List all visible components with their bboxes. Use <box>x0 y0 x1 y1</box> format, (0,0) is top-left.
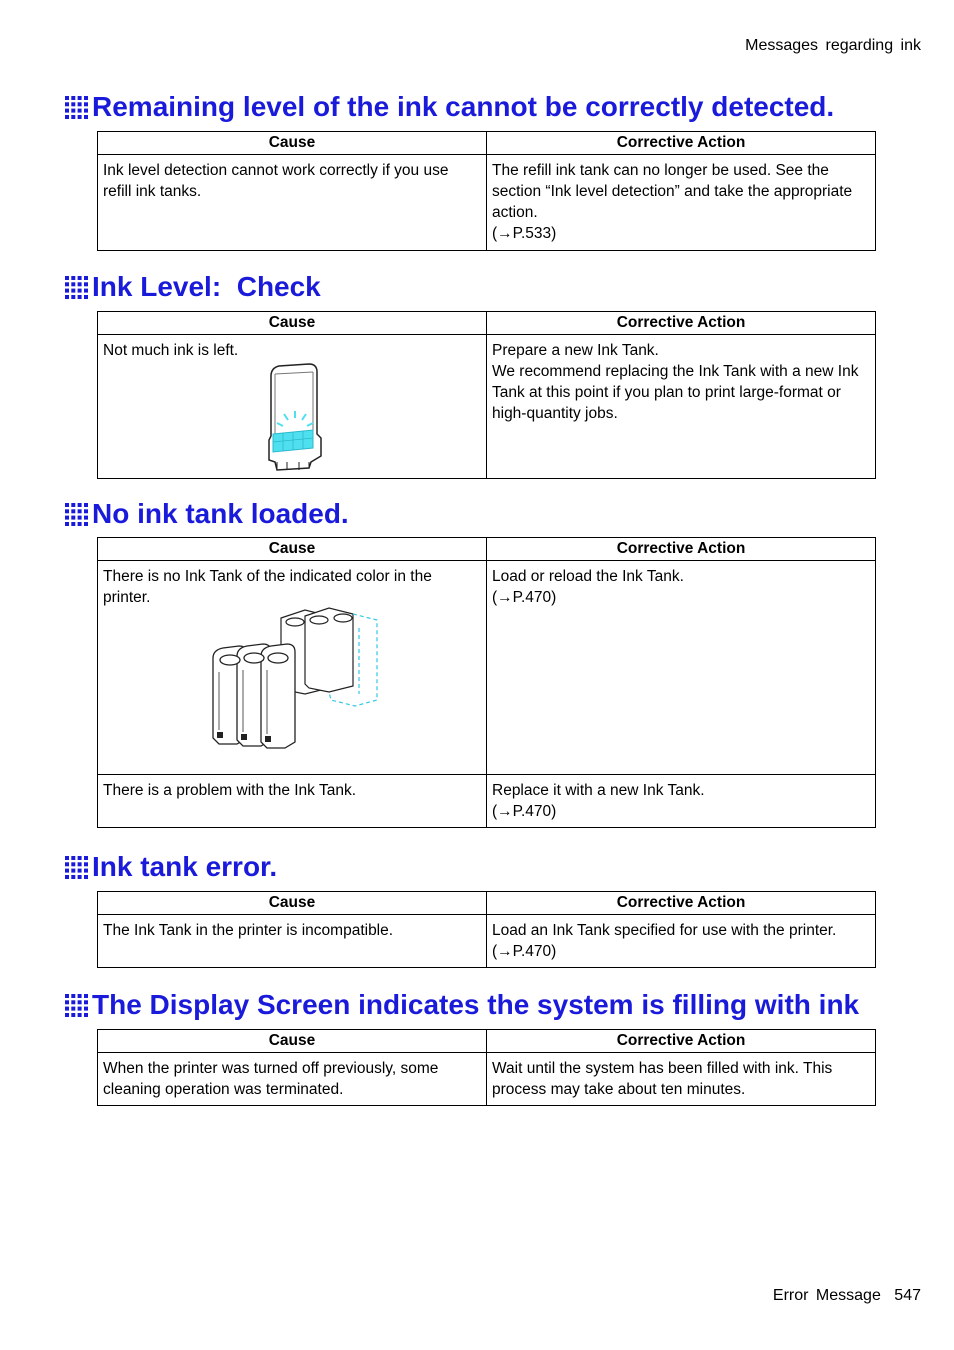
column-header-cause: Cause <box>98 132 487 155</box>
cause-text: There is no Ink Tank of the indicated color in the printer. <box>103 568 432 606</box>
column-header-cause: Cause <box>98 538 487 561</box>
table-row <box>98 1053 876 1106</box>
column-header-action: Corrective Action <box>487 1030 876 1053</box>
section-title-text: Ink tank error. <box>92 851 278 882</box>
grid-icon <box>65 276 88 299</box>
cause-cell: When the printer was turned off previously, some cleaning operation was terminated. <box>98 1053 487 1106</box>
column-header-cause: Cause <box>98 312 487 335</box>
action-cell <box>487 775 876 828</box>
section-title-ink-level-check <box>65 273 321 301</box>
ink-tanks-illustration <box>209 606 379 756</box>
action-text: The refill ink tank can no longer be used. See the section “Ink level detection” and take the appropriate action. <box>492 162 853 221</box>
cause-action-table <box>97 1029 876 1106</box>
action-cell <box>487 1053 876 1106</box>
column-header-action: Corrective Action <box>487 892 876 915</box>
low-ink-tank-illustration <box>263 362 333 474</box>
section-title-text: Remaining level of the ink cannot be correctly detected. <box>92 91 835 122</box>
footer-section-name: Error Message <box>772 1287 881 1304</box>
action-cell <box>487 561 876 775</box>
section-title-text: The Display Screen indicates the system is filling with ink <box>92 989 860 1020</box>
action-text: Replace it with a new Ink Tank. <box>492 782 705 799</box>
grid-icon <box>65 96 88 119</box>
section-title-ink-detection <box>65 93 834 121</box>
table-row <box>98 155 876 251</box>
action-text: Load or reload the Ink Tank. <box>492 568 684 585</box>
column-header-cause: Cause <box>98 892 487 915</box>
page-reference: (→P.533) <box>492 225 557 242</box>
cause-cell <box>98 561 487 775</box>
cause-action-table <box>97 311 876 479</box>
column-header-action: Corrective Action <box>487 538 876 561</box>
grid-icon <box>65 503 88 526</box>
cause-action-table <box>97 891 876 968</box>
cause-cell <box>98 335 487 479</box>
action-cell <box>487 155 876 251</box>
action-text: We recommend replacing the Ink Tank with a new Ink Tank at this point if you plan to print large-format or high-quantity jobs. <box>492 363 859 422</box>
page-reference: (→P.470) <box>492 803 557 820</box>
cause-cell: The Ink Tank in the printer is incompatible. <box>98 915 487 968</box>
page-reference: (→P.470) <box>492 943 557 960</box>
section-title-text: Ink Level: Check <box>92 271 321 302</box>
action-text: Wait until the system has been filled with ink. This process may take about ten minutes. <box>492 1060 833 1098</box>
grid-icon <box>65 856 88 879</box>
table-row <box>98 561 876 775</box>
grid-icon <box>65 994 88 1017</box>
column-header-action: Corrective Action <box>487 132 876 155</box>
column-header-action: Corrective Action <box>487 312 876 335</box>
cause-cell: Ink level detection cannot work correctly if you use refill ink tanks. <box>98 155 487 251</box>
section-title-ink-tank-error <box>65 853 277 881</box>
action-text: Prepare a new Ink Tank. <box>492 342 659 359</box>
section-title-text: No ink tank loaded. <box>92 498 349 529</box>
table-row <box>98 335 876 479</box>
table-row <box>98 915 876 968</box>
cause-action-table <box>97 131 876 251</box>
action-cell <box>487 335 876 479</box>
column-header-cause: Cause <box>98 1030 487 1053</box>
page-reference: (→P.470) <box>492 589 557 606</box>
cause-cell: There is a problem with the Ink Tank. <box>98 775 487 828</box>
page-number: 547 <box>894 1287 921 1304</box>
page-footer <box>773 1287 921 1305</box>
cause-action-table <box>97 537 876 828</box>
table-row <box>98 775 876 828</box>
section-title-no-ink-tank <box>65 500 349 528</box>
section-title-filling-with-ink <box>65 991 859 1019</box>
action-text: Load an Ink Tank specified for use with the printer. <box>492 922 837 939</box>
cause-text: Not much ink is left. <box>103 342 239 359</box>
action-cell <box>487 915 876 968</box>
running-header: Messages regarding ink <box>745 37 921 54</box>
